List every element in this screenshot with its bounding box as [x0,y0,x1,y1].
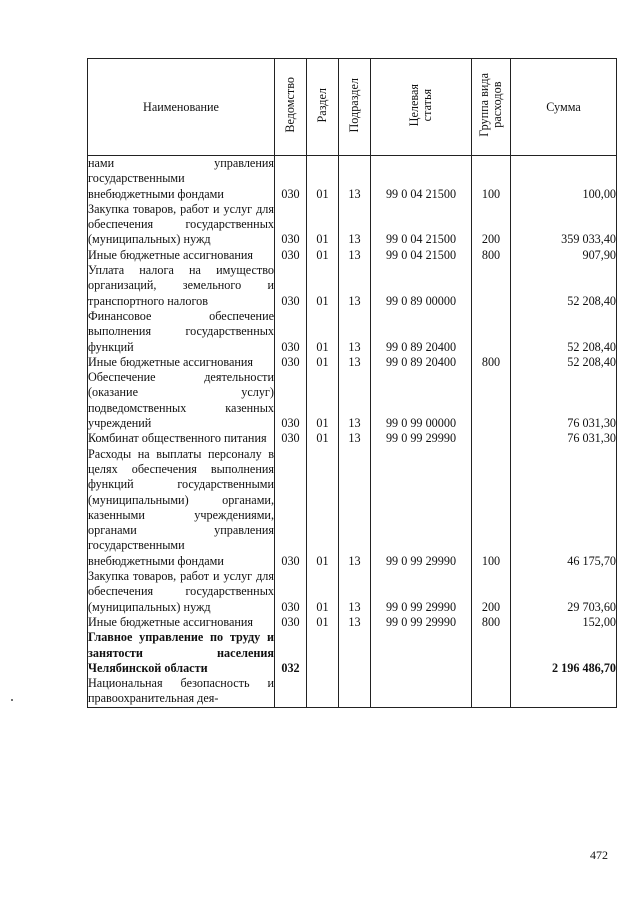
row-celevaya: 99 0 89 00000 [371,263,472,309]
table-row [88,676,617,707]
header-razdel: Раздел [307,59,339,156]
row-gruppa [472,370,511,431]
row-ved: 030 [275,202,307,248]
row-razdel: 01 [307,355,339,370]
row-name: Комбинат общественного питания [88,431,275,446]
row-podrazdel: 13 [339,202,371,248]
row-gruppa [472,431,511,446]
row-name: Обеспечение деятельности (оказание услуг) подведомственных казенных учреждений [88,370,274,431]
row-celevaya: 99 0 04 21500 [371,156,472,202]
row-gruppa: 200 [472,202,511,248]
row-gruppa: 800 [472,615,511,630]
row-ved: 030 [275,355,307,370]
header-podrazdel: Подраздел [339,59,371,156]
row-razdel: 01 [307,202,339,248]
row-podrazdel: 13 [339,370,371,431]
row-gruppa [472,309,511,355]
row-name: Национальная безопасность и правоохранительная дея- [88,676,274,706]
row-summa: 76 031,30 [511,431,617,446]
row-ved: 030 [275,431,307,446]
row-summa: 52 208,40 [511,309,617,355]
row-celevaya: 99 0 99 29990 [371,615,472,630]
row-podrazdel: 13 [339,355,371,370]
row-celevaya: 99 0 99 29990 [371,447,472,569]
row-summa: 100,00 [511,156,617,202]
row-podrazdel: 13 [339,431,371,446]
table-row [88,370,617,431]
row-gruppa [472,676,511,707]
table-row [88,309,617,355]
row-gruppa: 800 [472,355,511,370]
table-row-department [88,630,617,676]
row-podrazdel: 13 [339,263,371,309]
table-row [88,569,617,615]
table-row [88,431,617,446]
row-summa: 29 703,60 [511,569,617,615]
row-gruppa: 200 [472,569,511,615]
row-name: Главное управление по труду и занятости населения Челябинской области [88,630,274,675]
row-ved: 030 [275,615,307,630]
row-name: Иные бюджетные ассигнования [88,615,275,630]
row-ved: 030 [275,263,307,309]
row-summa: 907,90 [511,248,617,263]
table-row [88,447,617,569]
row-gruppa: 100 [472,156,511,202]
row-podrazdel: 13 [339,156,371,202]
row-name: Иные бюджетные ассигнования [88,355,275,370]
header-gruppa: Группа вида расходов [472,59,511,156]
row-podrazdel: 13 [339,569,371,615]
row-gruppa [472,630,511,676]
row-ved: 030 [275,569,307,615]
table-row [88,202,617,248]
table-row [88,615,617,630]
row-podrazdel: 13 [339,447,371,569]
table-row [88,248,617,263]
row-celevaya: 99 0 89 20400 [371,309,472,355]
row-celevaya [371,676,472,707]
row-celevaya: 99 0 89 20400 [371,355,472,370]
table-row [88,156,617,202]
scan-speck [11,699,13,701]
row-name: Финансовое обеспечение выполнения государственных функций [88,308,274,354]
row-ved: 030 [275,447,307,569]
row-name: Расходы на выплаты персоналу в целях обеспечения выполнения функций государственными (муниципальными) органами, казенными учреждениями, органами управления государственными внебюджетными фондами [88,446,274,568]
budget-table [87,58,617,708]
row-gruppa [472,263,511,309]
row-summa: 52 208,40 [511,355,617,370]
row-razdel: 01 [307,248,339,263]
row-celevaya: 99 0 99 29990 [371,431,472,446]
row-razdel: 01 [307,615,339,630]
row-summa: 52 208,40 [511,263,617,309]
row-summa: 76 031,30 [511,370,617,431]
row-summa: 2 196 486,70 [511,630,617,676]
row-celevaya: 99 0 04 21500 [371,248,472,263]
header-summa: Сумма [511,59,617,156]
header-ved: Ведомство [275,59,307,156]
header-name: Наименование [88,59,275,156]
row-razdel: 01 [307,431,339,446]
row-ved: 032 [275,630,307,676]
row-ved: 030 [275,370,307,431]
row-razdel: 01 [307,569,339,615]
header-celevaya: Целевая статья [371,59,472,156]
row-ved: 030 [275,248,307,263]
row-razdel: 01 [307,156,339,202]
row-razdel [307,676,339,707]
row-celevaya [371,630,472,676]
row-razdel: 01 [307,370,339,431]
row-podrazdel: 13 [339,248,371,263]
row-podrazdel: 13 [339,615,371,630]
row-summa: 46 175,70 [511,447,617,569]
table-row [88,263,617,309]
row-razdel: 01 [307,263,339,309]
row-ved: 030 [275,156,307,202]
row-name: Уплата налога на имущество организаций, земельного и транспортного налогов [88,263,274,308]
row-razdel: 01 [307,447,339,569]
row-name: нами управления государственными внебюджетными фондами [88,156,274,201]
row-podrazdel [339,630,371,676]
row-celevaya: 99 0 99 00000 [371,370,472,431]
row-razdel [307,630,339,676]
row-summa: 359 033,40 [511,202,617,248]
row-razdel: 01 [307,309,339,355]
table-header-row [88,59,617,156]
row-name: Закупка товаров, работ и услуг для обеспечения государственных (муниципальных) нужд [88,569,274,614]
row-name: Закупка товаров, работ и услуг для обеспечения государственных (муниципальных) нужд [88,201,274,247]
row-podrazdel [339,676,371,707]
row-gruppa: 100 [472,447,511,569]
page-number: 472 [590,848,608,862]
row-ved: 030 [275,309,307,355]
row-summa: 152,00 [511,615,617,630]
row-gruppa: 800 [472,248,511,263]
row-podrazdel: 13 [339,309,371,355]
row-summa [511,676,617,707]
row-name: Иные бюджетные ассигнования [88,248,275,263]
table-row [88,355,617,370]
row-celevaya: 99 0 99 29990 [371,569,472,615]
row-celevaya: 99 0 04 21500 [371,202,472,248]
row-ved [275,676,307,707]
